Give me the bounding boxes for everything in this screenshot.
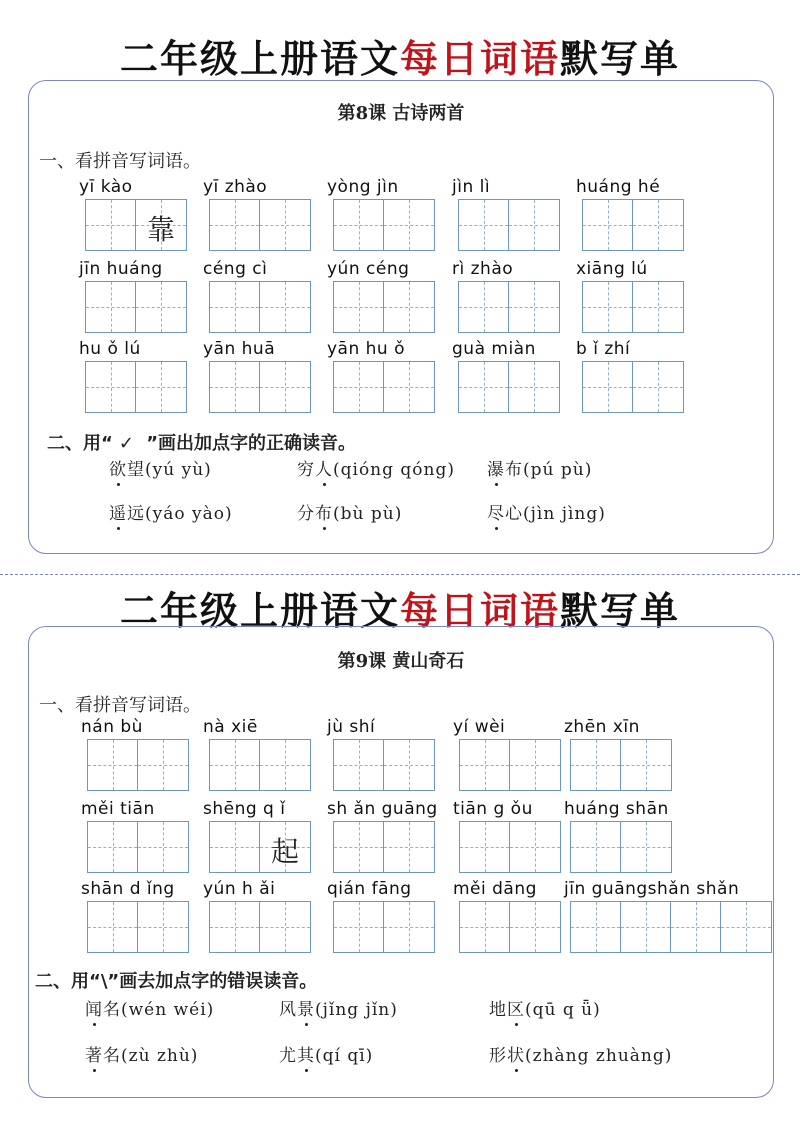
reading-question [487,499,606,524]
pinyin-label: sh ǎn guāng [327,799,438,819]
char-cell[interactable] [260,740,310,790]
question-text: 心(jìn jìng) [505,504,606,524]
writing-boxes [209,361,311,413]
char-cell[interactable] [459,362,509,412]
pinyin-label: tiān g ǒu [453,799,533,819]
char-cell[interactable] [136,282,186,332]
char-cell[interactable] [136,362,186,412]
char-cell[interactable] [260,902,310,952]
dotted-char: 闻 [85,1000,103,1020]
dotted-char: 景 [297,1000,315,1020]
char-cell[interactable] [633,282,683,332]
writing-boxes [209,739,311,791]
writing-boxes [85,199,187,251]
dotted-char: 其 [297,1046,315,1066]
reading-question [489,1041,672,1066]
writing-boxes [333,199,435,251]
char-cell[interactable] [384,822,434,872]
pinyin-label: huáng hé [576,177,661,197]
char-cell[interactable] [88,902,138,952]
question-text: (qí qī) [315,1046,374,1066]
char-cell[interactable] [384,282,434,332]
writing-boxes [85,281,187,333]
char-cell[interactable] [384,902,434,952]
question-text: (qióng qóng) [333,460,456,480]
char-cell[interactable] [583,200,633,250]
section-heading: 二、用“ ✓ ”画出加点字的正确读音。 [47,433,357,454]
pinyin-label: yān hu ǒ [327,339,406,359]
pinyin-label: nán bù [81,717,143,737]
reading-question [297,499,402,524]
writing-boxes [333,361,435,413]
writing-boxes [459,739,561,791]
dotted-char: 尽 [487,504,505,524]
reading-question [85,1041,198,1066]
char-cell[interactable] [384,200,434,250]
char-cell[interactable] [260,282,310,332]
section-heading: 一、看拼音写词语。 [39,695,201,716]
reading-question [487,455,592,480]
char-cell[interactable] [510,740,560,790]
pinyin-label: rì zhào [452,259,514,279]
char-cell[interactable] [509,362,559,412]
char-cell[interactable] [138,740,188,790]
writing-boxes [85,361,187,413]
char-cell[interactable] [671,902,721,952]
pinyin-label: b ǐ zhí [576,339,631,359]
reading-question [279,995,398,1020]
reading-question [109,455,212,480]
char-cell[interactable] [334,282,384,332]
writing-boxes [209,821,311,873]
writing-boxes [87,821,189,873]
char-cell[interactable] [86,282,136,332]
writing-boxes [458,361,560,413]
question-text: 尤 [279,1046,297,1066]
writing-boxes [582,281,684,333]
pinyin-label: yòng jìn [327,177,399,197]
char-cell[interactable] [210,200,260,250]
char-cell[interactable] [334,902,384,952]
question-text: (qū q ǖ) [525,1000,601,1020]
question-text: 名(wén wéi) [103,1000,215,1020]
pinyin-label: yún céng [327,259,410,279]
writing-boxes [570,901,772,953]
char-cell[interactable] [384,362,434,412]
char-cell[interactable] [460,822,510,872]
char-cell[interactable] [210,282,260,332]
pinyin-label: nà xiē [203,717,258,737]
dotted-char: 遥 [109,504,127,524]
pinyin-label: měi dāng [453,879,537,899]
char-cell[interactable] [621,740,671,790]
written-char: 靠 [146,213,175,246]
pinyin-label: yī kào [79,177,133,197]
page-title: 二年级上册语文每日词语默写单 [119,589,681,633]
char-cell[interactable] [86,362,136,412]
writing-boxes [333,281,435,333]
dotted-char: 瀑 [487,460,505,480]
char-cell[interactable] [460,902,510,952]
pinyin-label: huáng shān [564,799,669,819]
pinyin-label: yān huā [203,339,276,359]
char-cell[interactable] [510,822,560,872]
question-text: 风 [279,1000,297,1020]
char-cell[interactable] [460,740,510,790]
dotted-char: 布 [315,504,333,524]
char-cell[interactable] [509,282,559,332]
pinyin-label: jù shí [327,717,376,737]
writing-boxes [570,821,672,873]
pinyin-label: guà miàn [452,339,536,359]
char-cell[interactable] [334,740,384,790]
question-text: 地 [489,1000,507,1020]
question-text: (zhàng zhuàng) [525,1046,673,1066]
writing-boxes [209,199,311,251]
reading-question [85,995,214,1020]
cut-line [0,574,800,575]
writing-boxes [333,821,435,873]
char-cell[interactable] [509,200,559,250]
char-cell[interactable] [210,822,260,872]
char-cell[interactable] [138,902,188,952]
char-cell[interactable] [210,902,260,952]
question-text: (jǐng jǐn) [315,1000,398,1020]
dotted-char: 著 [85,1046,103,1066]
writing-boxes [458,199,560,251]
char-cell[interactable] [459,282,509,332]
pinyin-label: qián fāng [327,879,412,899]
lesson-title: 第8课 古诗两首 [337,103,465,124]
lesson8-card [28,80,774,554]
page-title: 二年级上册语文每日词语默写单 [119,37,681,81]
writing-boxes [209,901,311,953]
char-cell[interactable] [88,822,138,872]
reading-question [489,995,601,1020]
pinyin-label: yí wèi [453,717,506,737]
writing-boxes [582,199,684,251]
writing-boxes [87,739,189,791]
char-cell[interactable] [583,282,633,332]
question-text: 名(zù zhù) [103,1046,199,1066]
question-text: 穷 [297,460,315,480]
pinyin-label: yī zhào [203,177,268,197]
pinyin-label: hu ǒ lú [79,339,141,359]
char-cell[interactable] [571,822,621,872]
char-cell[interactable] [260,822,310,872]
pinyin-label: zhēn xīn [564,717,640,737]
writing-boxes [582,361,684,413]
pinyin-label: shēng q ǐ [203,799,286,819]
char-cell[interactable] [633,200,683,250]
writing-boxes [333,901,435,953]
writing-boxes [459,821,561,873]
pinyin-label: jīn guāngshǎn shǎn [564,879,740,899]
char-cell[interactable] [334,822,384,872]
question-text: 布(pú pù) [505,460,593,480]
char-cell[interactable] [86,200,136,250]
char-cell[interactable] [571,902,621,952]
char-cell[interactable] [260,200,310,250]
question-text: 形 [489,1046,507,1066]
char-cell[interactable] [459,200,509,250]
section-heading: 二、用“\”画去加点字的错误读音。 [35,971,318,992]
char-cell[interactable] [260,362,310,412]
section-heading: 一、看拼音写词语。 [39,151,201,172]
question-text: 远(yáo yào) [127,504,233,524]
char-cell[interactable] [621,822,671,872]
char-cell[interactable] [136,200,186,250]
writing-boxes [333,739,435,791]
pinyin-label: céng cì [203,259,268,279]
char-cell[interactable] [384,740,434,790]
question-text: (bù pù) [333,504,403,524]
char-cell[interactable] [210,362,260,412]
writing-boxes [570,739,672,791]
dotted-char: 人 [315,460,333,480]
lesson9-card [28,626,774,1098]
char-cell[interactable] [334,200,384,250]
char-cell[interactable] [583,362,633,412]
char-cell[interactable] [510,902,560,952]
pinyin-label: jìn lì [452,177,491,197]
dotted-char: 区 [507,1000,525,1020]
pinyin-label: yún h ǎi [203,879,276,899]
writing-boxes [458,281,560,333]
char-cell[interactable] [621,902,671,952]
char-cell[interactable] [334,362,384,412]
reading-question [109,499,233,524]
lesson-title: 第9课 黄山奇石 [337,651,465,672]
reading-question [297,455,455,480]
pinyin-label: shān d ǐng [81,879,175,899]
char-cell[interactable] [210,740,260,790]
pinyin-label: jīn huáng [79,259,163,279]
question-text: 分 [297,504,315,524]
char-cell[interactable] [571,740,621,790]
char-cell[interactable] [88,740,138,790]
char-cell[interactable] [138,822,188,872]
dotted-char: 状 [507,1046,525,1066]
writing-boxes [87,901,189,953]
reading-question [279,1041,373,1066]
written-char: 起 [270,835,299,868]
char-cell[interactable] [721,902,771,952]
pinyin-label: xiāng lú [576,259,648,279]
char-cell[interactable] [633,362,683,412]
writing-boxes [459,901,561,953]
writing-boxes [209,281,311,333]
question-text: 望(yú yù) [127,460,212,480]
dotted-char: 欲 [109,460,127,480]
pinyin-label: měi tiān [81,799,155,819]
